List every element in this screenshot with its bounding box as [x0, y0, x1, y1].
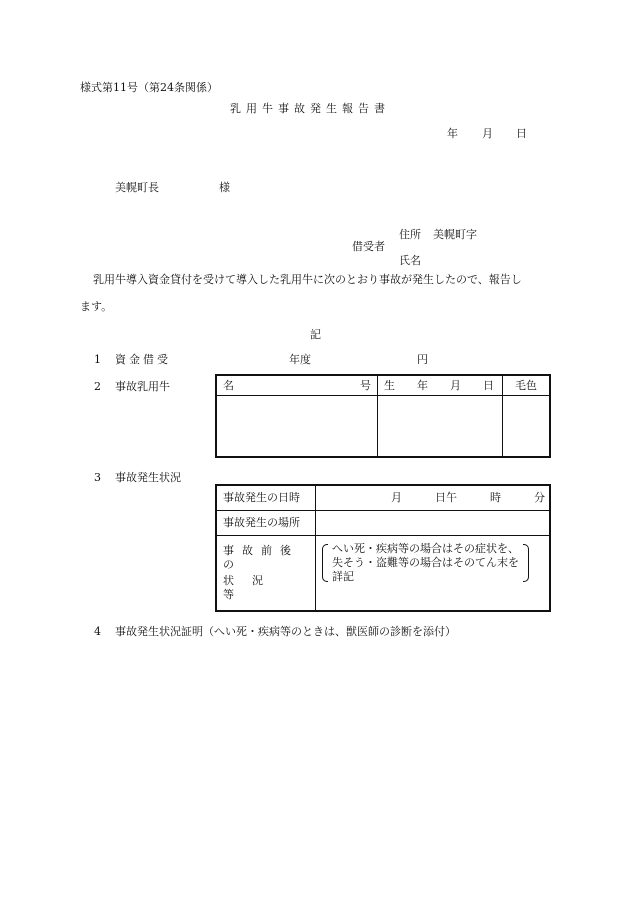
details-note-line2: 失そう・盗難等の場合はそのてん末を — [332, 556, 519, 569]
borrower-name-label: 氏名 — [399, 254, 421, 267]
details-label-line2: 状況等 — [223, 574, 281, 601]
document-title: 乳用牛事故発生報告書 — [230, 102, 390, 115]
details-note-line1: へい死・疾病等の場合はその症状を、 — [332, 542, 519, 555]
item1-number: 1 — [94, 353, 101, 366]
item1-label: 資金借受 — [115, 353, 171, 366]
place-value — [316, 511, 551, 536]
date-month-label: 月 — [482, 127, 493, 140]
col-birth-header: 生 年 月 日 — [378, 375, 503, 396]
accident-situation-table — [215, 484, 551, 612]
birth-date-cell — [378, 396, 503, 458]
item2-number: 2 — [94, 380, 101, 393]
body-text-line2: ます。 — [80, 300, 113, 313]
details-note — [322, 542, 529, 584]
datetime-label: 事故発生の日時 — [216, 485, 316, 511]
item4-label: 事故発生状況証明（へい死・疾病等のときは、獣医師の診断を添付） — [115, 625, 456, 638]
table-row — [216, 511, 550, 536]
accident-cattle-table — [215, 374, 551, 458]
item1-yen: 円 — [417, 353, 428, 366]
item3-number: 3 — [94, 471, 101, 484]
coat-color-cell — [503, 396, 551, 458]
details-label — [216, 536, 316, 612]
item2-label: 事故乳用牛 — [115, 380, 170, 393]
item1-fiscal-year: 年度 — [289, 353, 311, 366]
borrower-address-label: 住所 — [399, 228, 421, 241]
details-note-line3: 詳記 — [332, 570, 354, 583]
body-text-line1: 乳用牛導入資金貸付を受けて導入した乳用牛に次のとおり事故が発生したので、報告し — [93, 273, 522, 286]
item3-label: 事故発生状況 — [115, 471, 181, 484]
form-number: 様式第11号（第24条関係） — [80, 81, 218, 94]
name-number-header-cell — [216, 375, 378, 396]
details-label-line1: 事故前後の — [223, 544, 299, 571]
borrower-label: 借受者 — [352, 240, 385, 253]
table-header-row — [216, 375, 550, 396]
name-number-cell — [216, 396, 378, 458]
col-name-header: 名 — [223, 378, 234, 392]
table-row — [216, 536, 550, 612]
datetime-value: 月 日午 時 分 — [391, 491, 545, 504]
date-day-label: 日 — [516, 127, 527, 140]
item4-number: 4 — [94, 625, 101, 638]
addressee-honorific: 様 — [219, 181, 230, 194]
table-row — [216, 485, 550, 511]
date-year-label: 年 — [447, 127, 458, 140]
place-label: 事故発生の場所 — [216, 511, 316, 536]
col-coat-header: 毛色 — [503, 375, 551, 396]
borrower-address-value: 美幌町字 — [433, 228, 477, 241]
col-number-header: 号 — [360, 378, 371, 392]
addressee-name: 美幌町長 — [115, 181, 159, 194]
table-row — [216, 396, 550, 458]
details-value — [316, 536, 551, 612]
ki-heading: 記 — [310, 328, 321, 341]
